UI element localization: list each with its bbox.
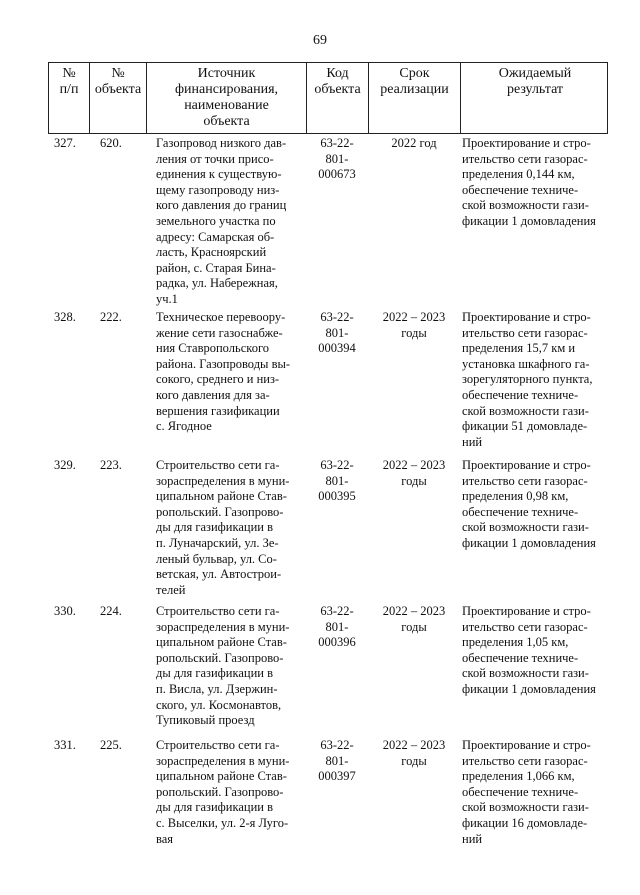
text-line: ительство сети газорас-: [462, 325, 588, 340]
source-name: [156, 604, 306, 729]
text-line: объекта: [203, 114, 250, 129]
text-line: ния Ставропольского: [156, 341, 270, 356]
text-line: сокого, среднего и низ-: [156, 372, 280, 387]
text-line: телей: [156, 582, 186, 597]
text-line: обеспечение техниче-: [462, 504, 579, 519]
text-line: 801-: [325, 619, 349, 634]
text-line: щему газопроводу низ-: [156, 182, 280, 197]
table-header: [48, 62, 608, 134]
text-line: 801-: [325, 753, 349, 768]
text-line: ительство сети газорас-: [462, 473, 588, 488]
term: [368, 458, 460, 489]
text-line: обеспечение техниче-: [462, 182, 579, 197]
text-line: п. Луначарский, ул. Зе-: [156, 535, 279, 550]
text-line: п/п: [59, 82, 79, 97]
row-number: 328.: [54, 310, 76, 324]
object-code: [306, 458, 368, 505]
text-line: район, с. Старая Бина-: [156, 260, 276, 275]
text-line: Строительство сети га-: [156, 604, 280, 618]
text-line: 000395: [318, 489, 356, 504]
text-line: ды для газификации в: [156, 800, 273, 815]
text-line: обеспечение техниче-: [462, 387, 579, 402]
term: [368, 310, 460, 341]
text-line: 000396: [318, 635, 356, 650]
text-line: района. Газопроводы вы-: [156, 356, 291, 371]
text-line: наименование: [184, 98, 269, 113]
text-line: пределения 0,98 км,: [462, 489, 569, 504]
text-line: ропольский. Газопрово-: [156, 650, 284, 665]
text-line: вая: [156, 831, 174, 846]
expected-result: [462, 604, 608, 698]
text-line: кого давления до границ: [156, 198, 287, 213]
expected-result: [462, 136, 608, 230]
text-line: Код: [326, 66, 349, 81]
text-line: ципальном районе Став-: [156, 769, 287, 784]
text-line: ской возможности гази-: [462, 403, 589, 418]
text-line: 2022 – 2023: [382, 310, 446, 324]
term: [368, 738, 460, 769]
text-line: уч.1: [156, 291, 178, 306]
text-line: фикации 51 домовладе-: [462, 419, 588, 434]
text-line: 2022 год: [391, 136, 437, 150]
text-line: пределения 15,7 км и: [462, 341, 576, 356]
text-line: жение сети газоснабже-: [156, 325, 283, 340]
object-number: 620.: [100, 136, 122, 150]
text-line: Проектирование и стро-: [462, 604, 591, 618]
text-line: 801-: [325, 151, 349, 166]
row-number: 330.: [54, 604, 76, 618]
object-code: [306, 310, 368, 357]
expected-result: [462, 738, 608, 847]
text-line: Техническое перевоору-: [156, 310, 286, 324]
header-row-number: [49, 63, 90, 133]
source-name: [156, 738, 306, 847]
source-name: [156, 458, 306, 598]
text-line: п. Висла, ул. Дзержин-: [156, 681, 278, 696]
text-line: 63-22-: [320, 310, 354, 324]
text-line: №: [62, 66, 76, 81]
text-line: фикации 16 домовладе-: [462, 815, 588, 830]
text-line: результат: [506, 82, 564, 97]
text-line: годы: [401, 473, 427, 488]
text-line: Источник: [197, 66, 256, 81]
text-line: ний: [462, 831, 483, 846]
text-line: финансирования,: [174, 82, 279, 97]
text-line: ской возможности гази-: [462, 198, 589, 213]
object-number: 224.: [100, 604, 122, 618]
row-number: 327.: [54, 136, 76, 150]
text-line: с. Выселки, ул. 2-я Луго-: [156, 815, 289, 830]
text-line: ления от точки присо-: [156, 151, 274, 166]
text-line: 000397: [318, 769, 356, 784]
text-line: установка шкафного га-: [462, 356, 590, 371]
text-line: объекта: [94, 82, 142, 97]
header-object-number: [90, 63, 147, 133]
text-line: зораспределения в муни-: [156, 619, 290, 634]
text-line: Ожидаемый: [498, 66, 572, 81]
text-line: ской возможности гази-: [462, 800, 589, 815]
text-line: 000673: [318, 167, 356, 182]
header-term: [369, 63, 461, 133]
text-line: радка, ул. Набережная,: [156, 276, 278, 291]
text-line: фикации 1 домовладения: [462, 213, 596, 228]
term: [368, 136, 460, 152]
object-code: [306, 604, 368, 651]
text-line: ветская, ул. Автострои-: [156, 567, 282, 582]
text-line: 2022 – 2023: [382, 604, 446, 618]
text-line: зораспределения в муни-: [156, 753, 290, 768]
text-line: пределения 1,066 км,: [462, 769, 575, 784]
object-code: [306, 136, 368, 183]
text-line: фикации 1 домовладения: [462, 681, 596, 696]
text-line: ципальном районе Став-: [156, 489, 287, 504]
text-line: адресу: Самарская об-: [156, 229, 275, 244]
objects-table: [48, 62, 608, 846]
text-line: годы: [401, 753, 427, 768]
text-line: фикации 1 домовладения: [462, 535, 596, 550]
text-line: ний: [462, 434, 483, 449]
text-line: №: [111, 66, 125, 81]
row-number: 329.: [54, 458, 76, 472]
text-line: ского, ул. Космонавтов,: [156, 697, 282, 712]
object-number: 222.: [100, 310, 122, 324]
text-line: ды для газификации в: [156, 520, 273, 535]
text-line: обеспечение техниче-: [462, 650, 579, 665]
text-line: вершения газификации: [156, 403, 280, 418]
text-line: ласть, Красноярский: [156, 245, 267, 260]
text-line: ропольский. Газопрово-: [156, 784, 284, 799]
text-line: 2022 – 2023: [382, 738, 446, 752]
row-number: 331.: [54, 738, 76, 752]
text-line: пределения 0,144 км,: [462, 167, 575, 182]
text-line: леный бульвар, ул. Со-: [156, 551, 277, 566]
text-line: 000394: [318, 341, 356, 356]
text-line: ительство сети газорас-: [462, 619, 588, 634]
text-line: ропольский. Газопрово-: [156, 504, 284, 519]
text-line: годы: [401, 619, 427, 634]
text-line: ципальном районе Став-: [156, 635, 287, 650]
source-name: [156, 136, 306, 308]
text-line: Проектирование и стро-: [462, 458, 591, 472]
text-line: 63-22-: [320, 136, 354, 150]
text-line: объекта: [314, 82, 361, 97]
text-line: зорегуляторного пункта,: [462, 372, 593, 387]
text-line: Газопровод низкого дав-: [156, 136, 287, 150]
text-line: годы: [401, 325, 427, 340]
object-code: [306, 738, 368, 785]
text-line: обеспечение техниче-: [462, 784, 579, 799]
header-source-name: [147, 63, 307, 133]
object-number: 225.: [100, 738, 122, 752]
text-line: Срок: [399, 66, 430, 81]
text-line: зораспределения в муни-: [156, 473, 290, 488]
text-line: 801-: [325, 325, 349, 340]
text-line: земельного участка по: [156, 213, 276, 228]
expected-result: [462, 458, 608, 552]
text-line: 63-22-: [320, 604, 354, 618]
term: [368, 604, 460, 635]
page-number: 69: [313, 33, 327, 48]
header-object-code: [307, 63, 369, 133]
text-line: Строительство сети га-: [156, 738, 280, 752]
text-line: реализации: [380, 82, 449, 97]
text-line: с. Ягодное: [156, 419, 212, 434]
text-line: 801-: [325, 473, 349, 488]
source-name: [156, 310, 306, 435]
text-line: ской возможности гази-: [462, 666, 589, 681]
text-line: единения к существую-: [156, 167, 282, 182]
text-line: ительство сети газорас-: [462, 151, 588, 166]
expected-result: [462, 310, 608, 450]
text-line: Проектирование и стро-: [462, 738, 591, 752]
text-line: Проектирование и стро-: [462, 310, 591, 324]
text-line: кого давления для за-: [156, 387, 270, 402]
text-line: 63-22-: [320, 738, 354, 752]
text-line: Строительство сети га-: [156, 458, 280, 472]
text-line: Проектирование и стро-: [462, 136, 591, 150]
text-line: 63-22-: [320, 458, 354, 472]
text-line: ды для газификации в: [156, 666, 273, 681]
header-expected-result: [461, 63, 609, 133]
text-line: Тупиковый проезд: [156, 713, 255, 728]
text-line: ительство сети газорас-: [462, 753, 588, 768]
object-number: 223.: [100, 458, 122, 472]
text-line: 2022 – 2023: [382, 458, 446, 472]
text-line: ской возможности гази-: [462, 520, 589, 535]
text-line: пределения 1,05 км,: [462, 635, 569, 650]
